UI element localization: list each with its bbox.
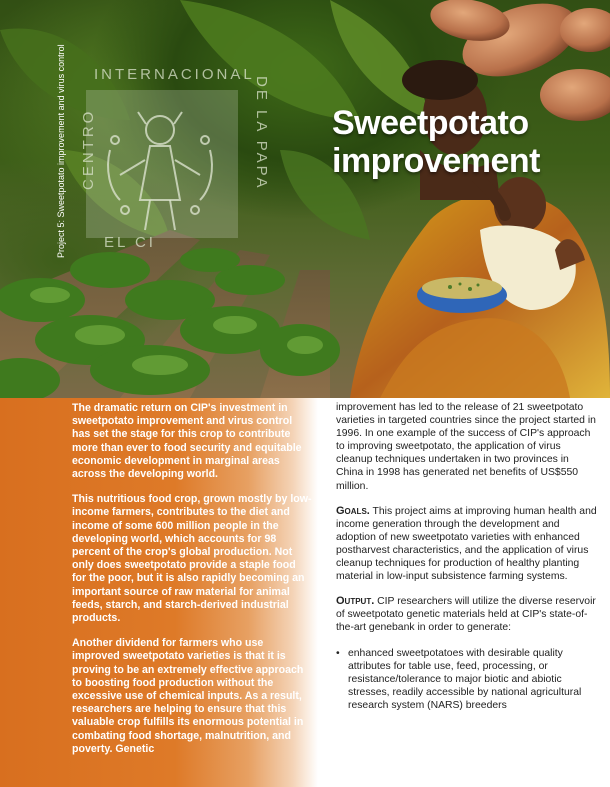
right-intro-paragraph: improvement has led to the release of 21 sweetpotato varieties in targeted countries since the project started in 1996. In one example of the success of CIP's approach to improving sweetpotato, the application of virus cleanup techniques undertaken in two provinces in China in 1998 has generated net benefits of US$550 million. [336,402,596,492]
goals-paragraph [336,505,598,584]
bullet-item: • enhanced sweetpotatoes with desirable quality attributes for table use, feed, processing, or resistance/tolerance to major biotic and abiotic stresses, readily accessible by national agricultural research system (NARS) breeders [336,647,598,712]
goals-label: Goals. [336,504,370,517]
output-label: Output. [336,595,375,608]
emblem-top-text: INTERNACIONAL [94,66,255,83]
vertical-caption: Project 5: Sweetpotato improvement and virus control [56,44,66,258]
output-bullet-list [336,647,598,712]
left-paragraph-2: This nutritious food crop, grown mostly by low-income farmers, contributes to the diet and income of some 600 million people in the developing world, which accounts for 98 percent of the crop's global production. Not only does sweetpotato provide a staple food for the poor, but it is also rapidly becoming an important source of raw material for animal feeds, starch, and starch-derived industrial products. [72,493,312,625]
cip-emblem [86,90,238,238]
right-column [336,401,598,712]
output-text: CIP researchers will utilize the diverse reservoir of sweetpotato genetic materials held at CIP's state-of-the-art genebank in order to generate: [336,596,596,634]
emblem-left-text: CENTRO [80,108,97,190]
title-line-2: improvement [332,142,540,180]
goals-text: This project aims at improving human health and income generation through the development and adoption of new sweetpotato varieties with enhanced postharvest characteristics, and the application of virus cleanup techniques for production of healthy planting material in low-input subsistence farming systems. [336,505,597,583]
emblem-bottom-text: EL CI [104,234,156,251]
left-paragraph-1: The dramatic return on CIP's investment in sweetpotato improvement and virus control has set the stage for this crop to contribute more than ever to food security and equitable economic development in marginal areas across the developing world. [72,402,302,481]
output-paragraph [336,595,598,634]
page-title [332,104,562,180]
left-paragraph-3: Another dividend for farmers who use improved sweetpotato varieties is that it is proving to be an extremely effective approach to boosting food production without the excessive use of chemical inputs. As a result, researchers are helping to ensure that this valuable crop fulfills its enormous potential in combating food shortage, malnutrition, and poverty. Genetic [72,637,304,755]
title-line-1: Sweetpotato [332,104,529,142]
emblem-right-text: DE LA PAPA [253,76,270,191]
left-column [72,402,312,768]
